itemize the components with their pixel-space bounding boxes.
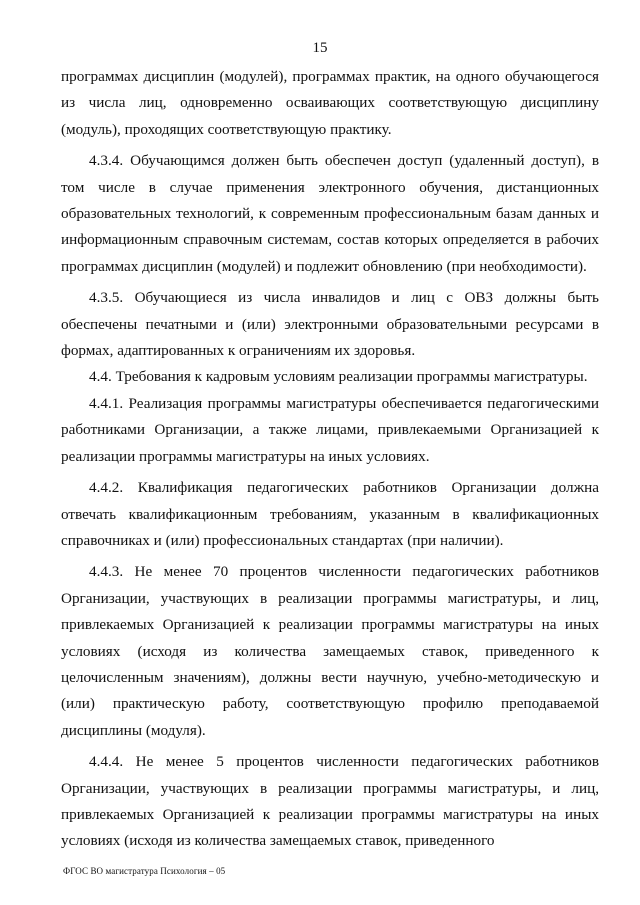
paragraph-4-3-5: 4.3.5. Обучающиеся из числа инвалидов и лиц с ОВЗ должны быть обеспечены печатными и (или) электронными образовательными ресурсами в формах, адаптированных к ограничениям их здоровья. [61,289,599,360]
paragraph-4-4-3: 4.4.3. Не менее 70 процентов численности педагогических работников Организации, участвующих в реализации программы магистратуры, и лиц, привлекаемых Организацией к реализации программы магистратуры на иных условиях (исходя из количества замещаемых ставок, приведенного к целочисленным значениям), должны вести научную, учебно-методическую и (или) практическую работу, соответствующую профилю преподаваемой дисциплины (модуля). [61,563,599,739]
page-footer: ФГОС ВО магистратура Психология – 05 [63,866,226,876]
paragraph-4-4-4: 4.4.4. Не менее 5 процентов численности педагогических работников Организации, участвующих в реализации программы магистратуры, и лиц, привлекаемых Организацией к реализации программы магистратуры на иных условиях (исходя из количества замещаемых ставок, приведенного [61,753,599,850]
paragraph-4-4-heading: 4.4. Требования к кадровым условиям реализации программы магистратуры. [89,368,588,386]
paragraph-4-3-4: 4.3.4. Обучающимся должен быть обеспечен доступ (удаленный доступ), в том числе в случае применения электронного обучения, дистанционных образовательных технологий, к современным профессиональным базам данных и информационным справочным системам, состав которых определяется в рабочих программах дисциплин (модулей) и подлежит обновлению (при необходимости). [61,152,599,275]
paragraph-4-4-2: 4.4.2. Квалификация педагогических работников Организации должна отвечать квалификационным требованиям, указанным в квалификационных справочниках и (или) профессиональных стандартах (при наличии). [61,479,599,549]
paragraph-continuation: программах дисциплин (модулей), программах практик, на одного обучающегося из числа лиц, одновременно осваивающих соответствующую дисциплину (модуль), проходящих соответствующую практику. [61,68,599,138]
paragraph-4-4-1: 4.4.1. Реализация программы магистратуры обеспечивается педагогическими работниками Организации, а также лицами, привлекаемыми Организацией к реализации программы магистратуры на иных условиях. [61,394,599,465]
page-number: 15 [312,40,328,56]
document-body [61,64,599,855]
